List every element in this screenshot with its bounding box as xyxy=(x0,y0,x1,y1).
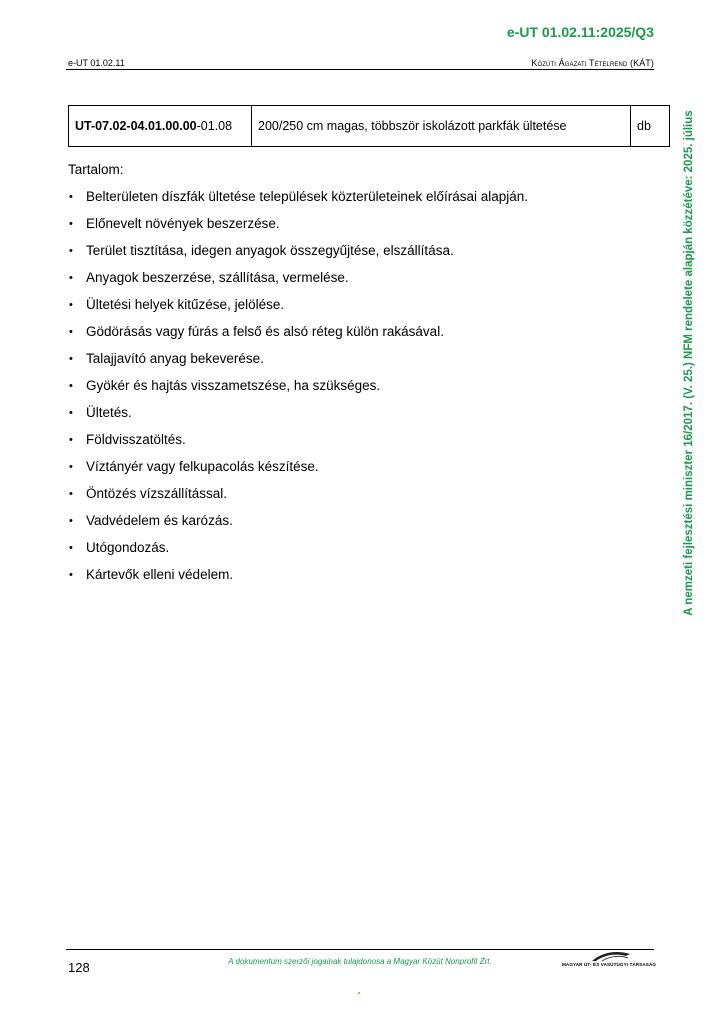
list-item-text: Víztányér vagy felkupacolás készítése. xyxy=(86,459,319,474)
bullet-icon: • xyxy=(69,434,73,446)
list-item-text: Utógondozás. xyxy=(86,540,170,555)
page-number: 128 xyxy=(68,960,90,975)
list-item xyxy=(68,483,528,510)
bullet-icon: • xyxy=(69,218,73,230)
list-item-text: Ültetési helyek kitűzése, jelölése. xyxy=(86,297,285,312)
item-table xyxy=(68,105,670,147)
list-item xyxy=(68,456,528,483)
bullet-icon: • xyxy=(69,353,73,365)
list-item xyxy=(68,267,528,294)
list-item-text: Öntözés vízszállítással. xyxy=(86,486,228,501)
bullet-icon: • xyxy=(69,380,73,392)
list-item xyxy=(68,510,528,537)
bullet-icon: • xyxy=(69,542,73,554)
item-code-main: UT-07.02-04.01.00.00 xyxy=(75,119,197,133)
list-item xyxy=(68,402,528,429)
bullet-icon: • xyxy=(69,326,73,338)
list-item xyxy=(68,186,528,213)
company-logo xyxy=(562,950,657,970)
list-item-text: Anyagok beszerzése, szállítása, vermelése. xyxy=(86,270,349,285)
item-code-suffix: -01.08 xyxy=(196,119,233,133)
publication-note: A nemzeti fejlesztési miniszter 16/2017. (V. 25.) NFM rendelete alapján közzétéve: 2025. július xyxy=(683,110,695,616)
logo-swoosh-icon xyxy=(562,950,654,962)
content-title: Tartalom: xyxy=(68,162,124,177)
list-item-text: Terület tisztítása, idegen anyagok összegyűjtése, elszállítása. xyxy=(86,243,454,258)
copyright-note: A dokumentum szerzői jogainak tulajdonosa a Magyar Közút Nonprofit Zrt. xyxy=(228,957,492,966)
item-description: 200/250 cm magas, többször iskolázott parkfák ültetése xyxy=(252,106,631,147)
bullet-icon: • xyxy=(69,461,73,473)
header-left-code: e-UT 01.02.11 xyxy=(68,58,125,68)
list-item xyxy=(68,564,528,591)
header-right-title: Közúti Ágazati Tételrend (KÁT) xyxy=(531,58,654,68)
header-divider xyxy=(66,69,654,70)
list-item-text: Ültetés. xyxy=(86,405,132,420)
list-item xyxy=(68,429,528,456)
list-item-text: Vadvédelem és karózás. xyxy=(86,513,233,528)
list-item-text: Kártevők elleni védelem. xyxy=(86,567,234,582)
bullet-icon: • xyxy=(69,299,73,311)
list-item-text: Talajjavító anyag bekeverése. xyxy=(86,351,264,366)
list-item xyxy=(68,213,528,240)
list-item xyxy=(68,294,528,321)
bullet-icon: • xyxy=(69,515,73,527)
item-row xyxy=(69,106,670,147)
bullet-icon: • xyxy=(69,569,73,581)
document-code: e-UT 01.02.11:2025/Q3 xyxy=(506,24,654,40)
bullet-icon: • xyxy=(69,191,73,203)
logo-text: MAGYAR ÚT- ÉS VASÚTÜGYI TÁRSASÁG xyxy=(562,962,657,967)
list-item-text: Gödörásás vagy fúrás a felső és alsó réteg külön rakásával. xyxy=(86,324,444,339)
decorative-dot xyxy=(358,992,360,994)
list-item-text: Belterületen díszfák ültetése települések közterületeinek előírásai alapján. xyxy=(86,189,529,204)
bullet-icon: • xyxy=(69,488,73,500)
item-code-cell xyxy=(69,106,252,147)
content-list xyxy=(68,186,528,591)
list-item xyxy=(68,240,528,267)
bullet-icon: • xyxy=(69,272,73,284)
list-item-text: Előnevelt növények beszerzése. xyxy=(86,216,280,231)
list-item-text: Gyökér és hajtás visszametszése, ha szükséges. xyxy=(86,378,381,393)
list-item xyxy=(68,375,528,402)
list-item xyxy=(68,348,528,375)
list-item-text: Földvisszatöltés. xyxy=(86,432,186,447)
list-item xyxy=(68,537,528,564)
list-item xyxy=(68,321,528,348)
item-unit: db xyxy=(631,106,670,147)
bullet-icon: • xyxy=(69,245,73,257)
bullet-icon: • xyxy=(69,407,73,419)
